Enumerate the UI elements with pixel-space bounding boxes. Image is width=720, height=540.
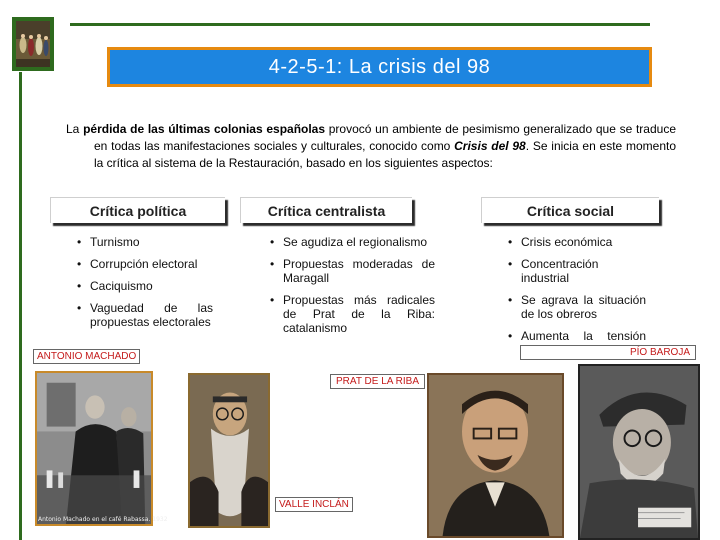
- list-item: • Turnismo: [75, 235, 213, 249]
- top-divider-line: [70, 23, 650, 26]
- title-banner: [107, 47, 652, 87]
- caption-pio-baroja: PÍO BAROJA: [520, 345, 696, 360]
- list-critica-centralista: [268, 235, 435, 343]
- caption-prat-de-la-riba: PRAT DE LA RIBA: [330, 374, 425, 389]
- list-item: • Se agrava la situación de los obreros: [506, 293, 646, 321]
- list-item: • Propuestas moderadas de Maragall: [268, 257, 435, 285]
- list-item: • Caciquismo: [75, 279, 213, 293]
- heading-critica-social: Crítica social: [481, 197, 659, 223]
- intro-bold-colonias: pérdida de las últimas colonias españolas: [83, 122, 326, 136]
- list-item: • Aumenta la tensión: [506, 329, 646, 357]
- photo-prat-de-la-riba: [427, 373, 564, 538]
- photo-pio-baroja: [578, 364, 700, 540]
- list-item: • Corrupción electoral: [75, 257, 213, 271]
- photo-antonio-machado: [35, 371, 153, 526]
- left-divider-line: [19, 72, 22, 540]
- intro-text-1: La: [66, 122, 84, 136]
- caption-antonio-machado: ANTONIO MACHADO: [33, 349, 140, 364]
- list-item: • Se agudiza el regionalismo: [268, 235, 435, 249]
- painting-thumbnail-icon: [12, 17, 54, 71]
- intro-bold-crisis: Crisis del 98: [454, 139, 526, 153]
- page-title: 4-2-5-1: La crisis del 98: [268, 55, 491, 78]
- list-item: • Crisis económica: [506, 235, 646, 249]
- heading-critica-centralista: Crítica centralista: [240, 197, 412, 223]
- heading-critica-politica: Crítica política: [50, 197, 225, 223]
- list-item: • Vaguedad de las propuestas electorales: [75, 301, 213, 329]
- photo-valle-inclan: [188, 373, 270, 528]
- photo-inscription: Antonio Machado en el café Rabassa. 1932: [38, 516, 168, 523]
- list-item: • Propuestas más radicales de Prat de la Riba: catalanismo: [268, 293, 435, 335]
- intro-text-3: . Se inicia en este momento la crítica al sistema de la Restauración, basado en los siguientes aspectos:: [94, 139, 677, 170]
- caption-valle-inclan: VALLE INCLÁN: [275, 497, 353, 512]
- list-critica-politica: [75, 235, 213, 337]
- list-item: • Concentración industrial: [506, 257, 646, 285]
- intro-text-2: provocó un ambiente de pesimismo generalizado que se traduce en todas las manifestaciones sociales y culturales, conocido como: [94, 122, 676, 153]
- intro-paragraph: [66, 121, 676, 172]
